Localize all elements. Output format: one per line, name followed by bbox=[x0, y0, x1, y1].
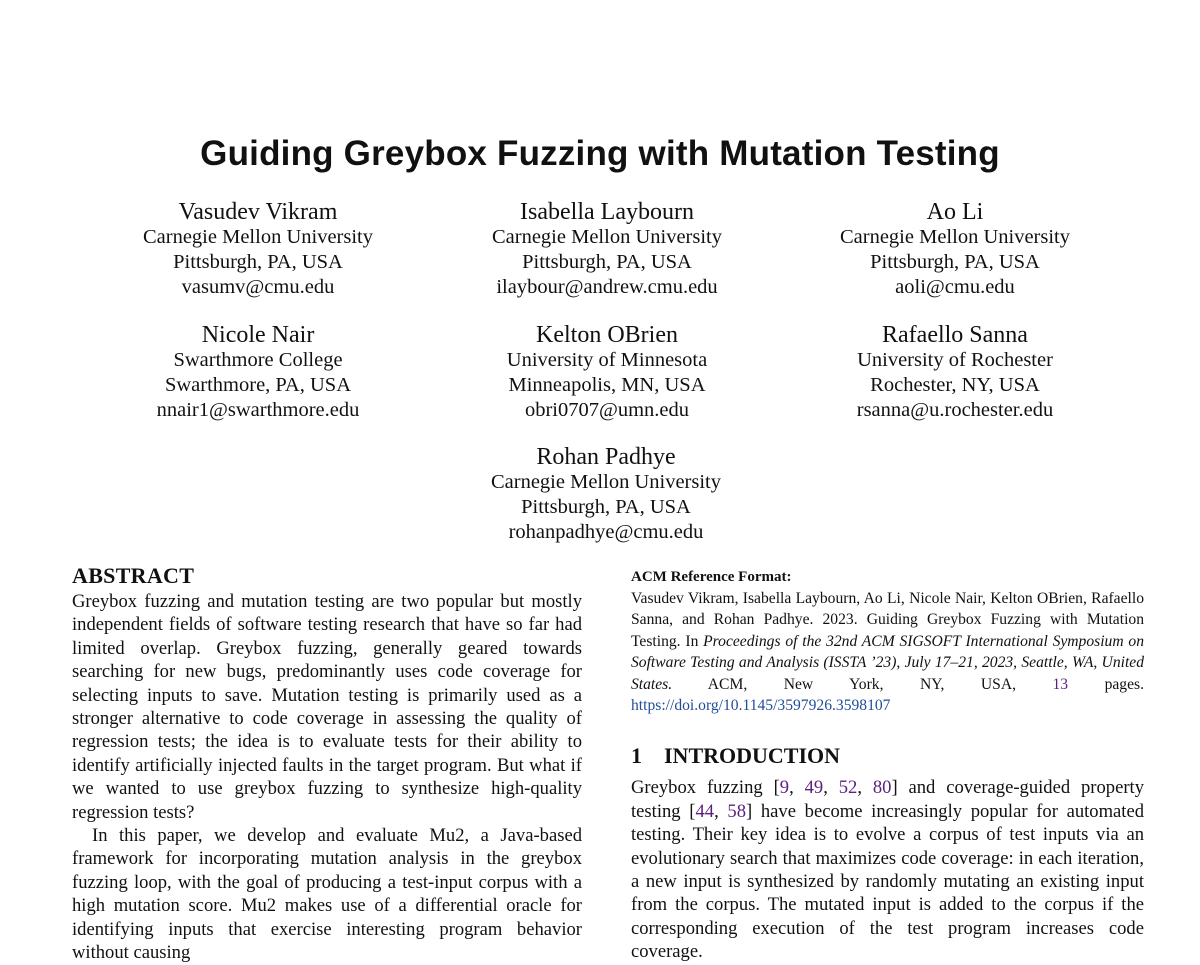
author-email: aoli@cmu.edu bbox=[895, 276, 1015, 298]
intro-text: Greybox fuzzing [ bbox=[631, 777, 780, 799]
author-location: Pittsburgh, PA, USA bbox=[522, 251, 692, 273]
acm-reference-authors: Vasudev Vikram, Isabella Laybourn, Ao Li, Nicole Nair, Kelton OBrien, Rafaello Sanna, and Rohan Padhye. 2023. Guiding Greybox Fuzzing with Mutation Testing. In bbox=[631, 590, 1144, 650]
author-email: vasumv@cmu.edu bbox=[181, 276, 335, 298]
introduction-paragraph bbox=[631, 776, 1144, 963]
author-name: Kelton OBrien bbox=[536, 322, 678, 348]
author-affiliation: Carnegie Mellon University bbox=[839, 226, 1070, 248]
author-block bbox=[765, 321, 1145, 423]
citation-link[interactable]: 9 bbox=[779, 777, 790, 799]
author-name: Vasudev Vikram bbox=[178, 199, 338, 225]
author-affiliation: University of Minnesota bbox=[506, 349, 708, 371]
page-count-link[interactable]: 13 bbox=[1052, 675, 1069, 693]
citation-link[interactable]: 80 bbox=[872, 777, 892, 799]
author-block bbox=[765, 198, 1145, 300]
acm-reference-publisher: ACM, New York, NY, USA, bbox=[672, 675, 1053, 693]
author-block bbox=[417, 321, 797, 423]
section-title: INTRODUCTION bbox=[664, 743, 841, 769]
citation-link[interactable]: 49 bbox=[804, 777, 824, 799]
author-email: ilaybour@andrew.cmu.edu bbox=[496, 276, 718, 298]
doi-link[interactable]: https://doi.org/10.1145/3597926.3598107 bbox=[631, 697, 891, 715]
acm-reference-venue: Proceedings of the 32nd ACM SIGSOFT International Symposium on Software Testing and Analysis (ISSTA ’23), July 17–21, 2023, Seattle, WA, United States. bbox=[631, 632, 1144, 693]
intro-text: ] have become increasingly popular for automated testing. Their key idea is to evolve a corpus of test inputs via an evolutionary search that maximizes code coverage: in each iteration, a new input is synthesized by randomly mutating an existing input from the corpus. The mutated input is added to the corpus if the corresponding execution of the test program increases code coverage. bbox=[631, 800, 1145, 963]
intro-text: , bbox=[823, 777, 839, 799]
section-number: 1 bbox=[631, 743, 642, 769]
author-email: rohanpadhye@cmu.edu bbox=[508, 521, 704, 543]
paper-title: Guiding Greybox Fuzzing with Mutation Testing bbox=[200, 134, 1000, 173]
abstract-section bbox=[72, 562, 582, 965]
author-block bbox=[68, 321, 448, 423]
author-name: Nicole Nair bbox=[201, 322, 315, 348]
author-location: Pittsburgh, PA, USA bbox=[870, 251, 1040, 273]
acm-reference-text bbox=[631, 588, 1144, 716]
author-affiliation: Carnegie Mellon University bbox=[490, 471, 721, 493]
intro-text: , bbox=[714, 800, 728, 822]
citation-link[interactable]: 52 bbox=[838, 777, 858, 799]
author-block bbox=[417, 198, 797, 300]
author-location: Rochester, NY, USA bbox=[870, 374, 1040, 396]
citation-link[interactable]: 44 bbox=[695, 800, 715, 822]
author-name: Rohan Padhye bbox=[536, 444, 676, 470]
author-email: nnair1@swarthmore.edu bbox=[156, 399, 360, 421]
citation-link[interactable]: 58 bbox=[727, 800, 746, 822]
author-block bbox=[416, 443, 796, 545]
intro-text: , bbox=[857, 777, 873, 799]
author-location: Swarthmore, PA, USA bbox=[164, 374, 352, 396]
author-name: Isabella Laybourn bbox=[520, 199, 694, 225]
author-affiliation: University of Rochester bbox=[857, 349, 1053, 371]
acm-reference-pages-word: pages. bbox=[1068, 675, 1144, 693]
author-name: Rafaello Sanna bbox=[882, 322, 1028, 348]
right-column bbox=[631, 566, 1144, 964]
author-affiliation: Carnegie Mellon University bbox=[142, 226, 373, 248]
acm-reference-heading: ACM Reference Format: bbox=[631, 569, 792, 585]
author-block bbox=[68, 198, 448, 300]
author-affiliation: Carnegie Mellon University bbox=[491, 226, 722, 248]
intro-text: , bbox=[789, 777, 805, 799]
intro-text: ] and coverage-guided property testing [ bbox=[631, 777, 1144, 822]
abstract-paragraph-2: In this paper, we develop and evaluate Mu2, a Java-based framework for incorporating mutation analysis in the greybox fuzzing loop, with the goal of producing a test-input corpus with a high mutation score. Mu2 makes use of a differential oracle for identifying inputs that exercise interesting program behavior without causing bbox=[72, 825, 582, 964]
author-location: Pittsburgh, PA, USA bbox=[521, 496, 691, 518]
author-email: obri0707@umn.edu bbox=[524, 399, 690, 421]
author-location: Minneapolis, MN, USA bbox=[508, 374, 706, 396]
author-affiliation: Swarthmore College bbox=[173, 349, 343, 371]
introduction-heading bbox=[631, 742, 1144, 770]
author-location: Pittsburgh, PA, USA bbox=[173, 251, 343, 273]
author-email: rsanna@u.rochester.edu bbox=[856, 399, 1054, 421]
abstract-heading: ABSTRACT bbox=[72, 563, 195, 588]
abstract-paragraph-1: Greybox fuzzing and mutation testing are two popular but mostly independent fields of software testing research that have so far had limited overlap. Greybox fuzzing, generally geared towards searching for new bugs, predominantly uses code coverage for selecting inputs to save. Mutation testing is primarily used as a stronger alternative to code coverage in assessing the quality of regression tests; the idea is to evaluate tests for their ability to identify artificially injected faults in the target program. But what if we wanted to use greybox fuzzing to synthesize high-quality regression tests? bbox=[72, 591, 582, 823]
author-name: Ao Li bbox=[926, 199, 984, 225]
